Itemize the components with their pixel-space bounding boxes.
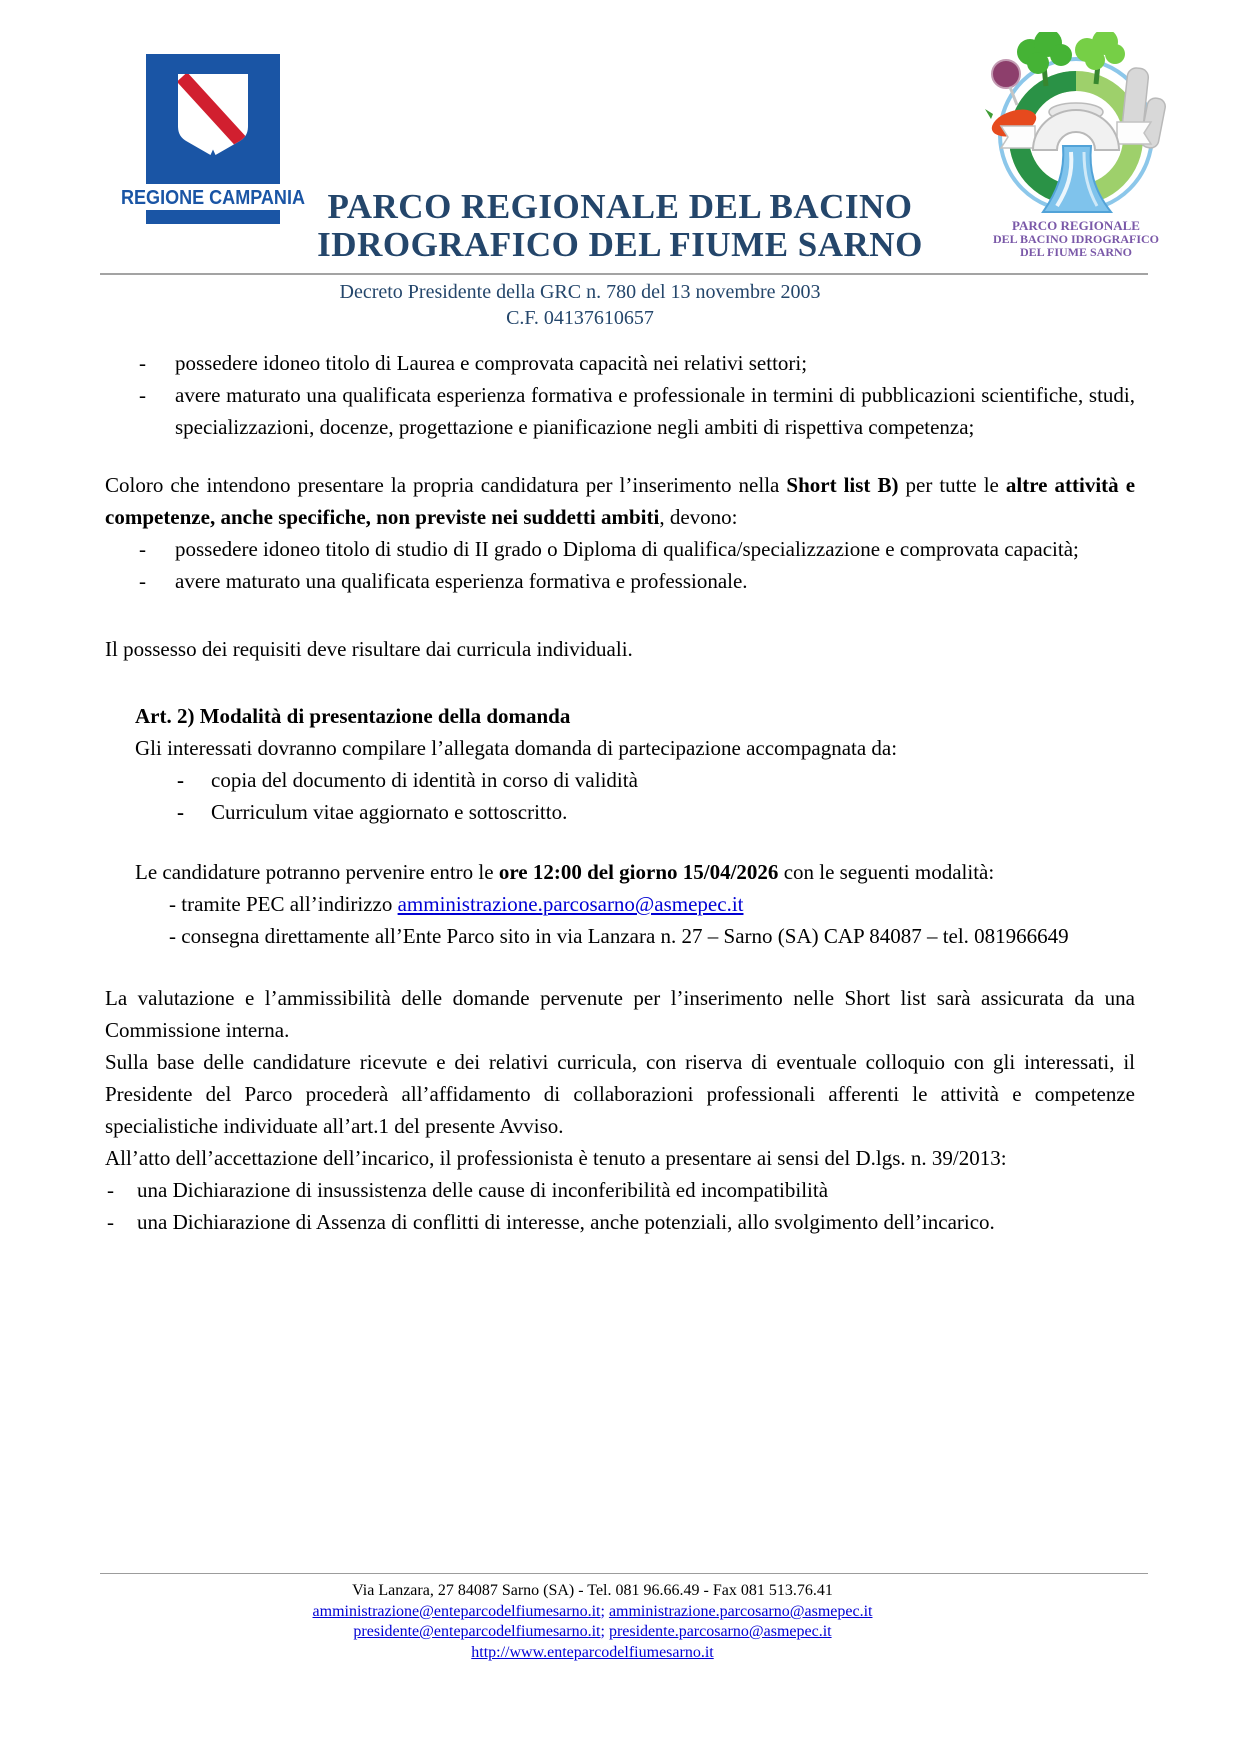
list-item [139, 379, 1135, 443]
text-segment: Coloro che intendono presentare la propria candidatura per l’inserimento nella [105, 473, 787, 497]
list-item-text: una Dichiarazione di insussistenza delle cause di inconferibilità ed incompatibilità [137, 1178, 829, 1202]
list-item-text: copia del documento di identità in corso di validità [211, 768, 638, 792]
parco-sarno-logo [983, 32, 1168, 267]
paragraph-candidature [135, 856, 1135, 888]
wine-glass-icon [992, 60, 1020, 105]
list-dash: - [107, 1210, 114, 1234]
list-item [139, 347, 1135, 379]
list-item [177, 764, 1135, 796]
email-link-amministrazione-pec[interactable]: amministrazione.parcosarno@asmepec.it [608, 1602, 873, 1620]
list-item [177, 796, 1135, 828]
website-link[interactable]: http://www.enteparcodelfiumesarno.it [471, 1643, 714, 1661]
list-dash: - [139, 537, 146, 561]
text-segment: Le candidature potranno pervenire entro le [135, 860, 499, 884]
list-item [107, 1206, 1135, 1238]
paragraph-valutazione: La valutazione e l’ammissibilità delle domande pervenute per l’inserimento nelle Short list sarà assicurata da una Commissione interna. [105, 986, 1135, 1042]
article-2-heading-text: Art. 2) Modalità di presentazione della domanda [135, 704, 571, 728]
list-item-text: avere maturato una qualificata esperienza formativa e professionale. [175, 569, 748, 593]
separator: ; [600, 1623, 609, 1640]
article-2-intro: Gli interessati dovranno compilare l’allegata domanda di partecipazione accompagnata da: [135, 736, 898, 760]
parco-logo-caption-2: DEL BACINO IDROGRAFICO [992, 232, 1160, 246]
list-dash: - [139, 351, 146, 375]
text-segment-bold: altre attività e competenze, anche specifiche, non previste nei suddetti ambiti [105, 473, 1136, 529]
parco-sarno-logo-icon [983, 32, 1168, 258]
list-dash: - [139, 383, 146, 407]
campania-logo-label: REGIONE CAMPANIA [121, 187, 305, 209]
list-item [139, 565, 1135, 597]
paragraph-allatto: All’atto dell’accettazione dell’incarico, il professionista è tenuto a presentare ai sensi del D.lgs. n. 39/2013: [105, 1146, 1007, 1170]
footer-emails-1 [0, 1602, 1185, 1623]
list-item-text: una Dichiarazione di Assenza di conflitti di interesse, anche potenziali, allo svolgimento dell’incarico. [137, 1210, 995, 1234]
separator: ; [600, 1602, 609, 1620]
text-segment: per tutte le [898, 473, 1006, 497]
fiscal-code-line: C.F. 04137610657 [506, 307, 654, 329]
email-link-presidente-pec[interactable]: presidente.parcosarno@asmepec.it [608, 1623, 832, 1640]
page-title [300, 188, 940, 264]
parco-logo-caption-3: DEL FIUME SARNO [1019, 245, 1133, 258]
text-segment-bold: Short list B) [786, 473, 899, 497]
list-dash: - [139, 569, 146, 593]
header-subtitle [0, 279, 1160, 331]
deadline-text: ore 12:00 del giorno 15/04/2026 [498, 860, 779, 884]
text-segment: con le seguenti modalità: [778, 860, 995, 884]
email-link-amministrazione[interactable]: amministrazione@enteparcodelfiumesarno.it [312, 1602, 601, 1620]
document-footer [0, 1581, 1185, 1663]
footer-website [0, 1643, 1185, 1664]
text-segment: , devono: [659, 505, 738, 529]
decree-line: Decreto Presidente della GRC n. 780 del 13 novembre 2003 [339, 281, 821, 303]
parco-logo-caption-1: PARCO REGIONALE [1012, 218, 1140, 233]
list-item [139, 533, 1135, 565]
list-dash: - [107, 1178, 114, 1202]
footer-address: Via Lanzara, 27 84087 Sarno (SA) - Tel. 081 96.66.49 - Fax 081 513.76.41 [352, 1582, 833, 1599]
campania-shield-icon [118, 52, 308, 224]
pec-line [169, 888, 1135, 920]
document-body [105, 347, 1135, 1238]
pec-email-link[interactable]: amministrazione.parcosarno@asmepec.it [397, 892, 744, 916]
list-item [107, 1174, 1135, 1206]
text-segment: - tramite PEC all’indirizzo [169, 892, 398, 916]
footer-divider [100, 1573, 1148, 1574]
title-line-2: IDROGRAFICO DEL FIUME SARNO [317, 225, 923, 264]
header-divider [100, 273, 1148, 275]
list-item-text: Curriculum vitae aggiornato e sottoscritto. [211, 800, 568, 824]
list-item-text: avere maturato una qualificata esperienza formativa e professionale in termini di pubblicazioni scientifiche, studi, specializzazioni, docenze, progettazione e pianificazione negli ambiti di rispettiva competenza; [175, 383, 1135, 439]
title-line-1: PARCO REGIONALE DEL BACINO [327, 187, 913, 226]
list-item-text: possedere idoneo titolo di Laurea e comprovata capacità nei relativi settori; [175, 351, 808, 375]
article-2-heading [135, 700, 1135, 732]
paragraph-possesso: Il possesso dei requisiti deve risultare dai curricula individuali. [105, 637, 633, 661]
regione-campania-logo [118, 52, 308, 233]
paragraph-sulla-base: Sulla base delle candidature ricevute e dei relativi curricula, con riserva di eventuale colloquio con gli interessati, il Presidente del Parco procederà all’affidamento di collaborazioni professionali afferenti le attività e competenze specialistiche individuate all’art.1 del presente Avviso. [105, 1050, 1135, 1138]
email-link-presidente[interactable]: presidente@enteparcodelfiumesarno.it [353, 1623, 601, 1640]
consegna-line: - consegna direttamente all’Ente Parco sito in via Lanzara n. 27 – Sarno (SA) CAP 84087 – tel. 081966649 [169, 924, 1069, 948]
list-item-text: possedere idoneo titolo di studio di II grado o Diploma di qualifica/specializzazione e comprovata capacità; [175, 537, 1079, 561]
list-dash: - [177, 768, 184, 792]
footer-emails-2 [0, 1622, 1185, 1643]
paragraph-coloro [105, 469, 1135, 533]
list-dash: - [177, 800, 184, 824]
